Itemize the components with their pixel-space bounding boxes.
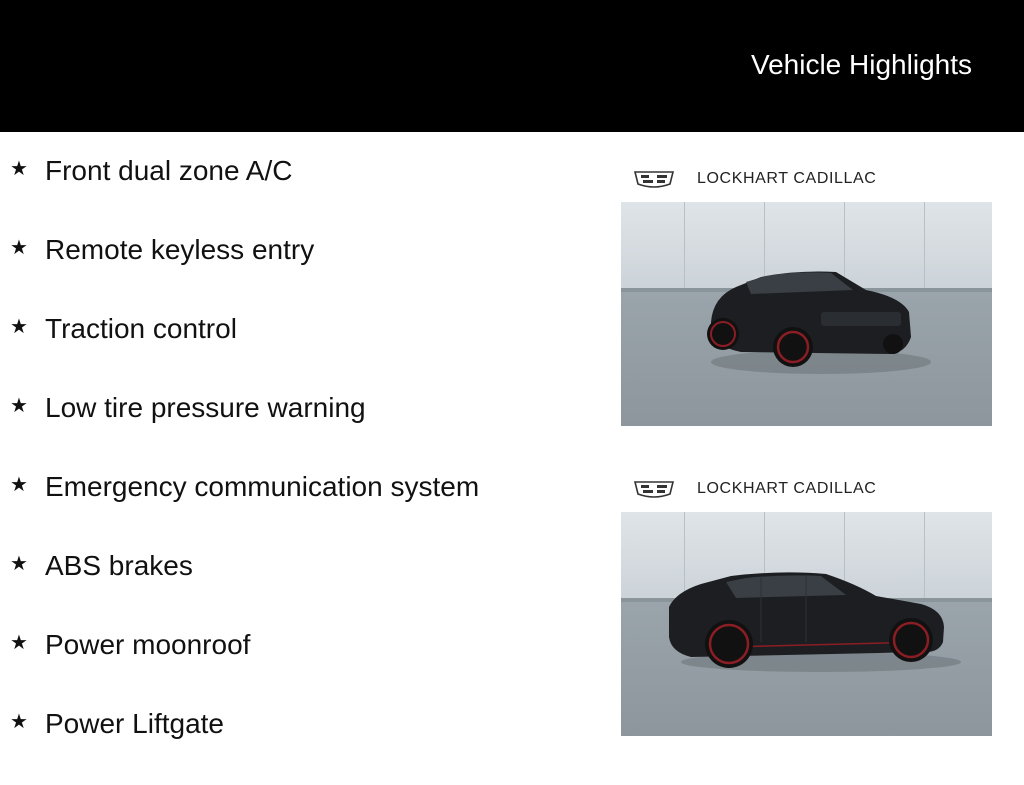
star-icon: ★	[10, 237, 28, 259]
feature-item	[10, 627, 479, 706]
feature-label: Low tire pressure warning	[45, 392, 366, 423]
feature-label: Power Liftgate	[45, 708, 224, 739]
star-icon: ★	[10, 553, 28, 575]
star-icon: ★	[10, 316, 28, 338]
suv-front-illustration	[621, 202, 992, 426]
dealer-name: LOCKHART CADILLAC	[697, 480, 877, 497]
feature-label: Emergency communication system	[45, 471, 480, 502]
feature-item	[10, 390, 479, 469]
vehicle-photo-side[interactable]	[621, 512, 992, 736]
suv-side-illustration	[621, 512, 992, 736]
feature-label: ABS brakes	[45, 550, 193, 581]
feature-item	[10, 153, 479, 232]
star-icon: ★	[10, 158, 28, 180]
cadillac-crest-icon	[633, 170, 675, 188]
dealer-name: LOCKHART CADILLAC	[697, 170, 877, 187]
star-icon: ★	[10, 632, 28, 654]
vehicle-photo-front[interactable]	[621, 202, 992, 426]
dealer-banner	[621, 466, 992, 512]
feature-list	[10, 153, 479, 785]
feature-label: Remote keyless entry	[45, 234, 315, 265]
feature-item	[10, 232, 479, 311]
feature-item	[10, 548, 479, 627]
star-icon: ★	[10, 395, 28, 417]
feature-label: Traction control	[45, 313, 237, 344]
cadillac-crest-icon	[633, 480, 675, 498]
feature-label: Power moonroof	[45, 629, 251, 660]
vehicle-photo-card	[621, 156, 992, 426]
feature-label: Front dual zone A/C	[45, 155, 293, 186]
page-title: Vehicle Highlights	[750, 49, 972, 80]
feature-item	[10, 706, 479, 785]
feature-item	[10, 311, 479, 390]
page-header	[0, 0, 1024, 132]
star-icon: ★	[10, 474, 28, 496]
star-icon: ★	[10, 711, 28, 733]
feature-item	[10, 469, 479, 548]
dealer-banner	[621, 156, 992, 202]
vehicle-photo-card	[621, 466, 992, 736]
